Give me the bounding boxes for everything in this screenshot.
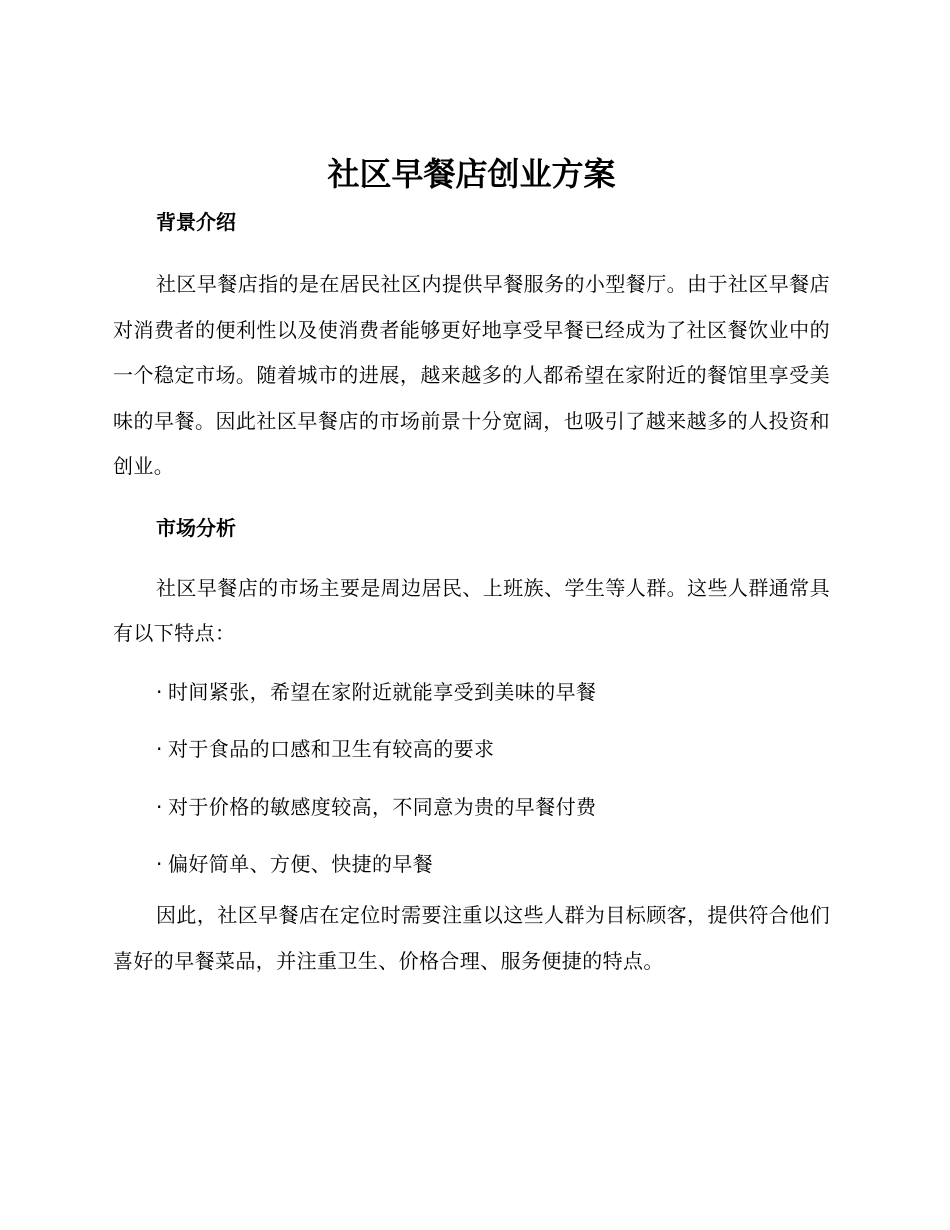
market-traits-list	[113, 677, 830, 880]
paragraph-market-intro: 社区早餐店的市场主要是周边居民、上班族、学生等人群。这些人群通常具有以下特点：	[113, 575, 830, 645]
section-heading-background: 背景介绍	[156, 210, 236, 234]
list-item	[156, 734, 830, 764]
bullet-dot-icon: ·	[156, 852, 163, 876]
paragraph-conclusion: 因此，社区早餐店在定位时需要注重以这些人群为目标顾客，提供符合他们喜好的早餐菜品，并注重卫生、价格合理、服务便捷的特点。	[113, 903, 830, 973]
list-item-text: 对于价格的敏感度较高，不同意为贵的早餐付费	[168, 794, 597, 819]
bullet-dot-icon: ·	[156, 679, 163, 704]
document-title: 社区早餐店创业方案	[327, 155, 616, 193]
section-heading-market-analysis: 市场分析	[156, 515, 236, 540]
list-item-text: 偏好简单、方便、快捷的早餐	[168, 852, 434, 876]
bullet-dot-icon: ·	[156, 737, 163, 761]
list-item-text: 时间紧张，希望在家附近就能享受到美味的早餐	[168, 679, 597, 704]
paragraph-background: 社区早餐店指的是在居民社区内提供早餐服务的小型餐厅。由于社区早餐店对消费者的便利性以及使消费者能够更好地享受早餐已经成为了社区餐饮业中的一个稳定市场。随着城市的进展，越来越多的人都希望在家附近的餐馆里享受美味的早餐。因此社区早餐店的市场前景十分宽阔，也吸引了越来越多的人投资和创业。	[113, 272, 830, 478]
list-item	[156, 849, 830, 879]
document-body	[113, 148, 830, 984]
list-item	[156, 677, 830, 707]
bullet-dot-icon: ·	[156, 794, 163, 819]
list-item	[156, 792, 830, 822]
list-item-text: 对于食品的口感和卫生有较高的要求	[168, 737, 495, 761]
